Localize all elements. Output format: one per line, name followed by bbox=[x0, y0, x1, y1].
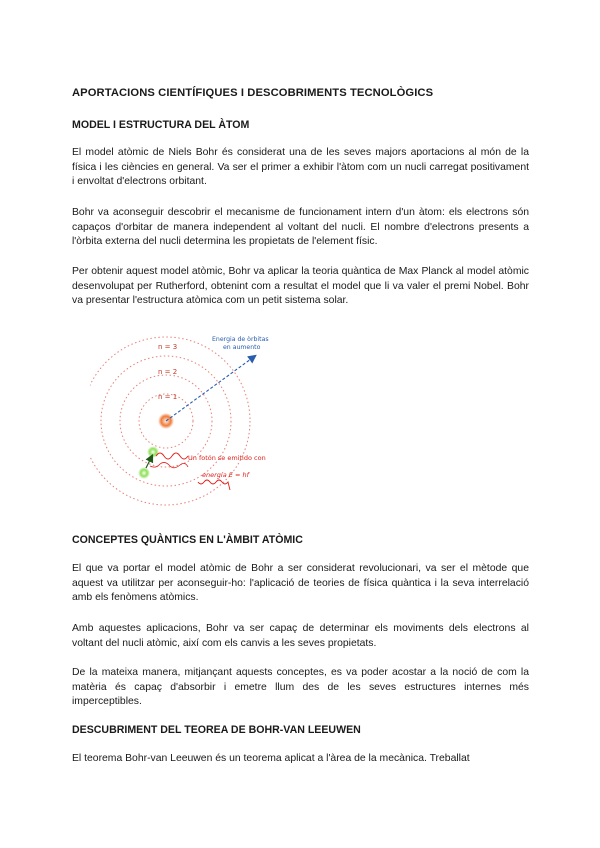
bohr-model-figure bbox=[90, 318, 320, 518]
energy-arrow bbox=[166, 356, 255, 421]
photon-label-line2: energía E = hf bbox=[202, 471, 249, 479]
document-title: APORTACIONS CIENTÍFIQUES I DESCOBRIMENTS TECNOLÒGICS bbox=[72, 87, 434, 99]
orbit-label-n1: n = 1 bbox=[158, 393, 178, 401]
section-heading-theorem: DESCUBRIMENT DEL TEOREA DE BOHR-VAN LEEUWEN bbox=[72, 724, 361, 736]
electron-excited bbox=[147, 446, 159, 458]
orbit-label-n3: n = 3 bbox=[158, 343, 178, 351]
paragraph: El teorema Bohr-van Leeuwen és un teorema aplicat a l'àrea de la mecànica. Treballat bbox=[72, 753, 470, 764]
photon-label-line1: Un fotón se emitido con bbox=[188, 454, 266, 462]
paragraph: De la mateixa manera, mitjançant aquests conceptes, es va poder acostar a la noció de com la matèria és capaç d'absorbir i emetre llum des de les seves estructures internes més imperceptibles. bbox=[72, 667, 529, 708]
paragraph: El model atòmic de Niels Bohr és considerat una de les seves majors aportacions al món de la física i les ciències en general. Va ser el primer a exhibir l'àtom com un nucli carregat positivament i envoltat d'electrons orbitant. bbox=[72, 147, 529, 188]
orbit-label-n2: n = 2 bbox=[158, 368, 178, 376]
energy-label-line1: Energia de òrbitas bbox=[212, 336, 269, 343]
paragraph: Amb aquestes aplicacions, Bohr va ser capaç de determinar els moviments dels electrons al voltant del nucli atòmic, així com els canvis a les seves propietats. bbox=[72, 623, 529, 649]
energy-label-line2: en aumento bbox=[223, 344, 261, 351]
paragraph: Bohr va aconseguir descobrir el mecanisme de funcionament intern d'un àtom: els electrons són capaços d'orbitar de manera independent al voltant del nucli. El nombre d'electrons presents a l'òrbita externa del nucli determina les propietats de l'element físic. bbox=[72, 207, 529, 248]
section-heading-quantum: CONCEPTES QUÀNTICS EN L'ÀMBIT ATÒMIC bbox=[72, 534, 303, 546]
section-heading-model: MODEL I ESTRUCTURA DEL ÀTOM bbox=[72, 119, 250, 131]
electron-ground bbox=[138, 467, 150, 479]
paragraph: El que va portar el model atòmic de Bohr a ser considerat revolucionari, va ser el mètode que aquest va utilitzar per aconseguir-ho: l'aplicació de teories de física quàntica i la seva interrelació amb els fenòmens atòmics. bbox=[72, 563, 529, 604]
paragraph: Per obtenir aquest model atòmic, Bohr va aplicar la teoria quàntica de Max Planck al model atòmic desenvolupat per Rutherford, obtenint com a resultat el model que li va valer el premi Nobel. Bohr va presentar l'estructura atòmica com un petit sistema solar. bbox=[72, 266, 529, 307]
